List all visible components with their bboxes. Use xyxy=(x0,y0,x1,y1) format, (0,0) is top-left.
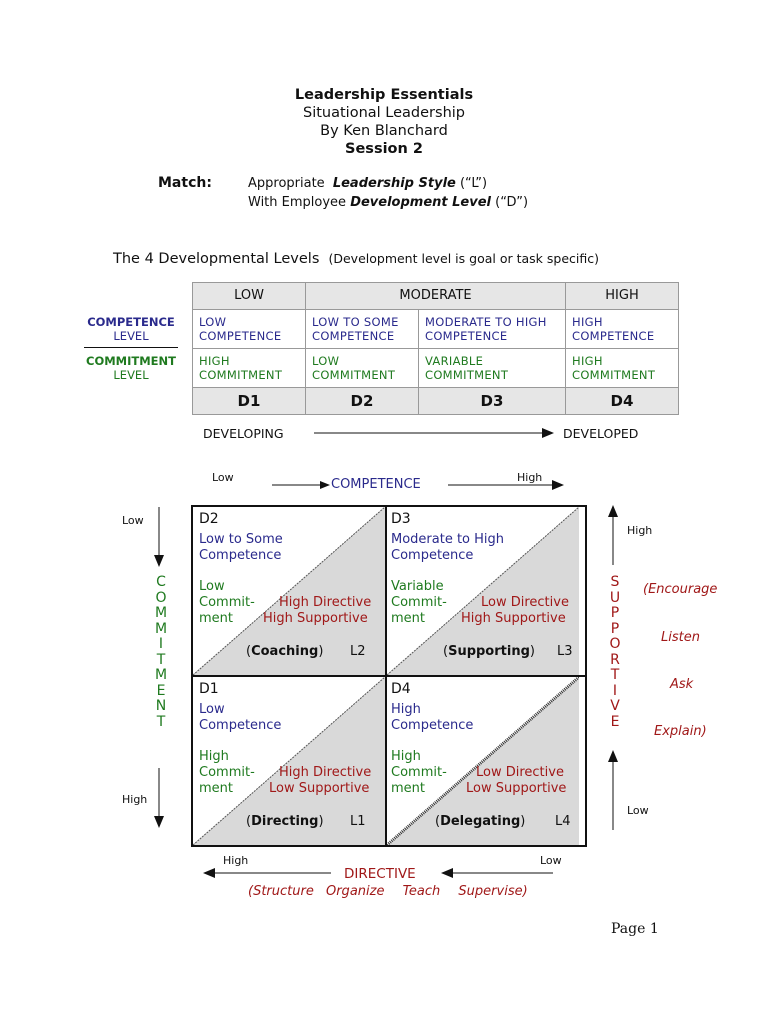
axis-letter: O xyxy=(155,589,167,606)
commitment-arrow-bottom xyxy=(152,768,166,830)
match-line-1-post: (“L”) xyxy=(459,176,488,191)
cell-line: COMPETENCE xyxy=(199,329,282,343)
developing-label: DEVELOPING xyxy=(203,426,284,441)
supportive-note-encourage: (Encourage xyxy=(643,582,718,597)
axis-letter: O xyxy=(609,636,621,652)
quadrant-d4-style-name: (Delegating) xyxy=(435,814,526,829)
supportive-arrow-top xyxy=(606,505,620,565)
commitment-axis-label xyxy=(153,575,169,730)
quadrant-d4 xyxy=(387,677,579,845)
quadrant-d3-l-code: L3 xyxy=(557,644,573,659)
quadrant-d3-style-2: High Supportive xyxy=(461,611,566,626)
match-line-1-em: Leadership Style xyxy=(332,176,456,191)
match-label: Match: xyxy=(158,175,212,191)
cell-line: HIGH xyxy=(572,354,603,368)
axis-letter: T xyxy=(610,667,620,683)
quadrant-d1-l-code: L1 xyxy=(350,814,366,829)
cell-line: COMPETENCE xyxy=(425,329,508,343)
quadrant-d2-commitment-3: ment xyxy=(199,611,233,626)
quadrant-d3-competence-2: Competence xyxy=(391,548,474,563)
directive-high-label: High xyxy=(223,854,249,867)
commitment-low-label: Low xyxy=(122,514,144,527)
match-line-2-em: Development Level xyxy=(350,195,491,210)
quadrant-d2-commitment-1: Low xyxy=(199,579,225,594)
axis-letter: S xyxy=(610,574,620,590)
quadrant-d4-style-name-text: Delegating xyxy=(440,814,521,829)
page-number: Page 1 xyxy=(611,921,659,937)
quadrant-d1-code: D1 xyxy=(199,681,219,697)
axis-letter: M xyxy=(154,605,168,621)
competence-low-label: Low xyxy=(212,471,234,484)
cell-line: LOW xyxy=(199,315,227,329)
directive-note-teach: Teach xyxy=(402,884,441,899)
leadership-quadrant-grid xyxy=(191,505,587,847)
quadrant-d1-style-name: (Directing) xyxy=(246,814,324,829)
quadrant-d2-competence-1: Low to Some xyxy=(199,532,283,547)
commitment-arrow-top xyxy=(152,507,166,567)
commitment-row-label-1: COMMITMENT xyxy=(86,354,176,368)
quadrant-d1-style-2: Low Supportive xyxy=(269,781,370,796)
competence-cell xyxy=(306,310,419,349)
axis-letter: P xyxy=(610,620,620,637)
header-moderate: MODERATE xyxy=(306,283,566,310)
cell-line: LOW xyxy=(312,354,340,368)
supportive-note-listen: Listen xyxy=(661,630,700,645)
developing-arrow xyxy=(314,426,554,440)
commitment-row-label-2: LEVEL xyxy=(113,368,149,382)
quadrant-d3-style-name: (Supporting) xyxy=(443,644,535,659)
table-header-row xyxy=(193,283,679,310)
quadrant-d3-commitment-1: Variable xyxy=(391,579,444,594)
cell-line: HIGH xyxy=(199,354,230,368)
match-line-2 xyxy=(248,195,528,210)
quadrant-d2 xyxy=(193,507,385,675)
quadrant-d3 xyxy=(387,507,579,675)
match-line-1 xyxy=(248,176,487,191)
quadrant-d4-commitment-3: ment xyxy=(391,781,425,796)
quadrant-d2-l-code: L2 xyxy=(350,644,366,659)
quadrant-d4-style-2: Low Supportive xyxy=(466,781,567,796)
doc-session: Session 2 xyxy=(345,141,423,157)
competence-high-label: High xyxy=(517,471,543,484)
quadrant-d1-commitment-3: ment xyxy=(199,781,233,796)
levels-heading-note: (Development level is goal or task specific) xyxy=(328,251,599,266)
cell-line: COMPETENCE xyxy=(312,329,395,343)
cell-line: HIGH xyxy=(572,315,603,329)
axis-letter: E xyxy=(610,713,620,730)
competence-cell xyxy=(193,310,306,349)
axis-letter: V xyxy=(610,698,620,714)
quadrant-d3-code: D3 xyxy=(391,511,411,527)
document-header xyxy=(0,86,768,158)
doc-author: By Ken Blanchard xyxy=(320,123,448,139)
competence-row xyxy=(193,310,679,349)
commitment-cell xyxy=(306,349,419,388)
supportive-high-label: High xyxy=(627,524,653,537)
cell-line: COMMITMENT xyxy=(572,368,656,382)
quadrant-d4-competence-1: High xyxy=(391,702,421,717)
level-code-d4: D4 xyxy=(566,388,679,415)
quadrant-d4-l-code: L4 xyxy=(555,814,571,829)
levels-heading xyxy=(113,248,599,267)
axis-letter: M xyxy=(154,620,168,637)
quadrant-d2-code: D2 xyxy=(199,511,219,527)
axis-letter: U xyxy=(609,589,621,606)
competence-axis-label: COMPETENCE xyxy=(331,477,421,492)
axis-letter: C xyxy=(156,574,166,590)
quadrant-d3-commitment-3: ment xyxy=(391,611,425,626)
cell-line: MODERATE TO HIGH xyxy=(425,315,547,329)
directive-low-label: Low xyxy=(540,854,562,867)
quadrant-d1 xyxy=(193,677,385,845)
axis-letter: M xyxy=(154,667,168,683)
competence-row-label-2: LEVEL xyxy=(113,329,149,343)
level-code-row xyxy=(193,388,679,415)
quadrant-d1-competence-1: Low xyxy=(199,702,225,717)
level-code-d3: D3 xyxy=(419,388,566,415)
supportive-low-label: Low xyxy=(627,804,649,817)
directive-axis-label: DIRECTIVE xyxy=(344,866,416,882)
quadrant-d1-style-1: High Directive xyxy=(279,765,372,780)
directive-note-supervise: Supervise) xyxy=(458,884,528,899)
quadrant-d2-style-2: High Supportive xyxy=(263,611,368,626)
commitment-high-label: High xyxy=(122,793,148,806)
cell-line: VARIABLE xyxy=(425,354,484,368)
quadrant-d1-style-name-text: Directing xyxy=(251,814,319,829)
grid-horizontal-divider xyxy=(193,675,585,677)
axis-letter: I xyxy=(612,682,618,699)
quadrant-d1-commitment-1: High xyxy=(199,749,229,764)
directive-note-organize: Organize xyxy=(325,884,385,899)
competence-cell xyxy=(566,310,679,349)
levels-heading-title: The 4 Developmental Levels xyxy=(113,251,320,267)
quadrant-d2-style-1: High Directive xyxy=(279,595,372,610)
commitment-row-label xyxy=(76,354,186,382)
level-code-d2: D2 xyxy=(306,388,419,415)
row-label-divider xyxy=(84,347,178,348)
quadrant-d3-competence-1: Moderate to High xyxy=(391,532,505,547)
doc-title: Leadership Essentials xyxy=(294,87,474,103)
quadrant-d3-style-1: Low Directive xyxy=(481,595,569,610)
commitment-row xyxy=(193,349,679,388)
header-low: LOW xyxy=(193,283,306,310)
commitment-cell xyxy=(193,349,306,388)
axis-letter: T xyxy=(156,651,166,668)
cell-line: LOW TO SOME xyxy=(312,315,399,329)
axis-letter: T xyxy=(156,713,166,730)
competence-cell xyxy=(419,310,566,349)
supportive-arrow-bottom xyxy=(606,750,620,830)
axis-letter: I xyxy=(158,636,164,652)
quadrant-d1-competence-2: Competence xyxy=(199,718,282,733)
quadrant-d4-commitment-2: Commit- xyxy=(391,765,447,780)
development-levels-table xyxy=(192,282,679,415)
quadrant-d2-commitment-2: Commit- xyxy=(199,595,255,610)
match-line-1-pre: Appropriate xyxy=(248,176,325,191)
match-line-2-post: (“D”) xyxy=(495,195,529,210)
developed-label: DEVELOPED xyxy=(563,426,639,441)
match-line-2-pre: With Employee xyxy=(248,195,347,210)
supportive-note-ask: Ask xyxy=(670,677,694,692)
cell-line: COMMITMENT xyxy=(312,368,396,382)
quadrant-d4-code: D4 xyxy=(391,681,411,697)
competence-row-label-1: COMPETENCE xyxy=(87,315,175,329)
commitment-cell xyxy=(419,349,566,388)
supportive-note-explain: Explain) xyxy=(654,724,707,739)
quadrant-d3-commitment-2: Commit- xyxy=(391,595,447,610)
quadrant-d1-commitment-2: Commit- xyxy=(199,765,255,780)
cell-line: COMMITMENT xyxy=(425,368,509,382)
directive-note-structure: (Structure xyxy=(248,884,314,899)
quadrant-d2-style-name-text: Coaching xyxy=(251,644,319,659)
quadrant-d4-style-1: Low Directive xyxy=(476,765,564,780)
quadrant-d2-style-name: (Coaching) xyxy=(246,644,324,659)
axis-letter: N xyxy=(155,698,167,714)
cell-line: COMMITMENT xyxy=(199,368,283,382)
header-high: HIGH xyxy=(566,283,679,310)
quadrant-d2-competence-2: Competence xyxy=(199,548,282,563)
axis-letter: P xyxy=(610,605,620,621)
level-code-d1: D1 xyxy=(193,388,306,415)
quadrant-d4-competence-2: Competence xyxy=(391,718,474,733)
directive-notes xyxy=(248,884,528,899)
quadrant-d3-style-name-text: Supporting xyxy=(448,644,530,659)
cell-line: COMPETENCE xyxy=(572,329,655,343)
quadrant-d4-commitment-1: High xyxy=(391,749,421,764)
supportive-axis-label xyxy=(607,575,623,730)
axis-letter: E xyxy=(156,682,166,699)
competence-row-label xyxy=(76,315,186,343)
doc-subtitle: Situational Leadership xyxy=(303,105,465,121)
axis-letter: R xyxy=(610,651,620,668)
commitment-cell xyxy=(566,349,679,388)
